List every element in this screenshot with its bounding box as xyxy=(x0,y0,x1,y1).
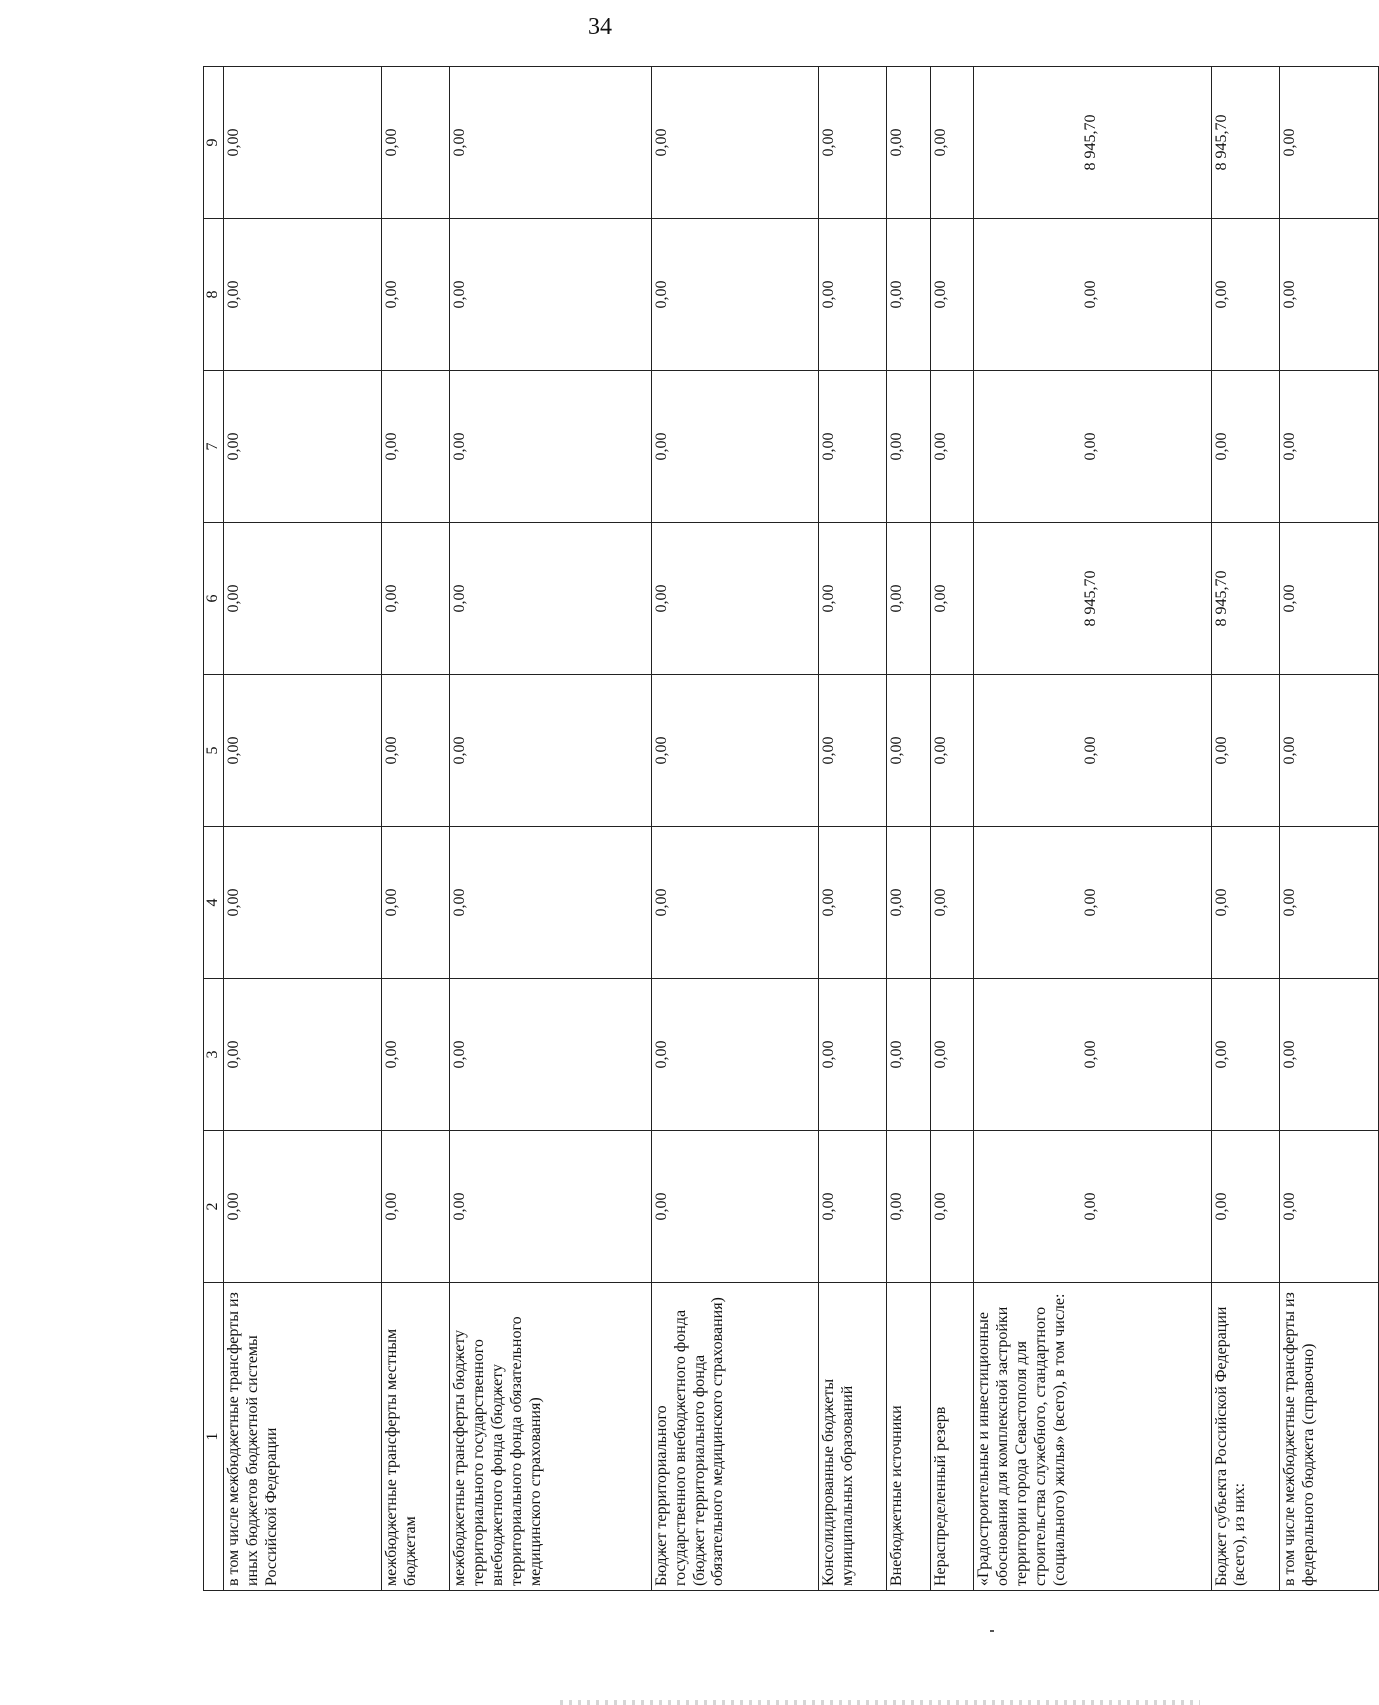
table-cell: 0,00 xyxy=(974,1131,1211,1283)
row-label: в том числе межбюджетные трансферты из федерального бюджета (справочно) xyxy=(1279,1283,1378,1591)
table-cell: 0,00 xyxy=(1211,1131,1279,1283)
table-cell: 0,00 xyxy=(819,827,887,979)
table-cell: 0,00 xyxy=(1211,371,1279,523)
table-cell: 0,00 xyxy=(450,67,652,219)
table-cell: 0,00 xyxy=(819,67,887,219)
table-cell: 0,00 xyxy=(223,67,381,219)
table-cell: 0,00 xyxy=(450,979,652,1131)
table-cell: 0,00 xyxy=(651,675,818,827)
column-header: 6 xyxy=(204,523,224,675)
table-cell: 0,00 xyxy=(1279,371,1378,523)
table-cell: 0,00 xyxy=(223,1131,381,1283)
table-cell: 0,00 xyxy=(819,1131,887,1283)
column-header: 5 xyxy=(204,675,224,827)
header-row xyxy=(204,67,224,1591)
table-cell: 0,00 xyxy=(974,979,1211,1131)
table-cell: 0,00 xyxy=(974,827,1211,979)
table-cell: 0,00 xyxy=(651,827,818,979)
table-cell: 0,00 xyxy=(450,827,652,979)
rotated-table-container xyxy=(203,66,1379,1591)
table-cell: 8 945,70 xyxy=(974,67,1211,219)
table-cell: 0,00 xyxy=(651,371,818,523)
table-cell: 0,00 xyxy=(974,675,1211,827)
table-cell: 0,00 xyxy=(819,219,887,371)
table-cell: 0,00 xyxy=(450,1131,652,1283)
table-cell: 0,00 xyxy=(887,675,930,827)
table-row xyxy=(1211,67,1279,1591)
table-cell: 0,00 xyxy=(382,219,450,371)
table-cell: 0,00 xyxy=(223,523,381,675)
table-cell: 0,00 xyxy=(887,827,930,979)
scan-speck xyxy=(990,1630,994,1632)
table-row xyxy=(887,67,930,1591)
table-cell: 0,00 xyxy=(382,675,450,827)
table-cell: 0,00 xyxy=(382,67,450,219)
table-row xyxy=(974,67,1211,1591)
row-label: в том числе межбюджетные трансферты из иных бюджетов бюджетной системы Российской Федерации xyxy=(223,1283,381,1591)
table-cell: 0,00 xyxy=(1211,219,1279,371)
table-cell: 0,00 xyxy=(930,67,973,219)
table-cell: 0,00 xyxy=(223,219,381,371)
table-cell: 0,00 xyxy=(450,523,652,675)
table-cell: 0,00 xyxy=(819,371,887,523)
row-label: межбюджетные трансферты местным бюджетам xyxy=(382,1283,450,1591)
table-cell: 8 945,70 xyxy=(1211,523,1279,675)
row-label: «Градостроительные и инвестиционные обоснования для комплексной застройки территории города Севастополя для строительства служебного, стандартного (социального) жилья» (всего), в том числе: xyxy=(974,1283,1211,1591)
column-header: 3 xyxy=(204,979,224,1131)
table-cell: 0,00 xyxy=(887,979,930,1131)
page-number: 34 xyxy=(588,14,612,40)
table-cell: 0,00 xyxy=(887,523,930,675)
table-cell: 0,00 xyxy=(651,67,818,219)
row-label: Нераспределенный резерв xyxy=(930,1283,973,1591)
table-cell: 0,00 xyxy=(1279,1131,1378,1283)
column-header: 7 xyxy=(204,371,224,523)
table-row xyxy=(930,67,973,1591)
table-cell: 0,00 xyxy=(930,827,973,979)
table-cell: 0,00 xyxy=(450,219,652,371)
column-header: 8 xyxy=(204,219,224,371)
table-cell: 0,00 xyxy=(382,827,450,979)
table-row xyxy=(450,67,652,1591)
table-cell: 0,00 xyxy=(887,219,930,371)
row-label: Бюджет субъекта Российской Федерации (всего), из них: xyxy=(1211,1283,1279,1591)
table-cell: 8 945,70 xyxy=(1211,67,1279,219)
table-cell: 0,00 xyxy=(930,219,973,371)
table-cell: 0,00 xyxy=(651,979,818,1131)
table-cell: 0,00 xyxy=(1211,979,1279,1131)
table-cell: 0,00 xyxy=(223,979,381,1131)
table-cell: 0,00 xyxy=(450,371,652,523)
table-cell: 0,00 xyxy=(1279,219,1378,371)
table-cell: 0,00 xyxy=(930,675,973,827)
table-cell: 0,00 xyxy=(1279,827,1378,979)
table-cell: 0,00 xyxy=(930,371,973,523)
table-cell: 0,00 xyxy=(1279,67,1378,219)
table-cell: 0,00 xyxy=(651,1131,818,1283)
table-cell: 0,00 xyxy=(382,979,450,1131)
table-cell: 8 945,70 xyxy=(974,523,1211,675)
table-cell: 0,00 xyxy=(930,1131,973,1283)
table-cell: 0,00 xyxy=(382,523,450,675)
table-cell: 0,00 xyxy=(1279,523,1378,675)
row-label: Внебюджетные источники xyxy=(887,1283,930,1591)
table-cell: 0,00 xyxy=(1279,979,1378,1131)
table-cell: 0,00 xyxy=(930,979,973,1131)
table-cell: 0,00 xyxy=(887,371,930,523)
row-label: Консолидированные бюджеты муниципальных образований xyxy=(819,1283,887,1591)
row-label: межбюджетные трансферты бюджету территориального государственного внебюджетного фонда (бюджету территориального фонда обязательного медицинского страхования) xyxy=(450,1283,652,1591)
table-row xyxy=(651,67,818,1591)
table-cell: 0,00 xyxy=(223,371,381,523)
table-row xyxy=(382,67,450,1591)
table-cell: 0,00 xyxy=(1279,675,1378,827)
column-header: 2 xyxy=(204,1131,224,1283)
row-label: Бюджет территориального государственного внебюджетного фонда (бюджет территориального фонда обязательного медицинского страхования) xyxy=(651,1283,818,1591)
table-cell: 0,00 xyxy=(887,1131,930,1283)
scan-bleed-through xyxy=(560,1700,1200,1705)
table-cell: 0,00 xyxy=(382,371,450,523)
column-header: 1 xyxy=(204,1283,224,1591)
table-cell: 0,00 xyxy=(1211,827,1279,979)
table-cell: 0,00 xyxy=(819,523,887,675)
column-header: 9 xyxy=(204,67,224,219)
table-row xyxy=(819,67,887,1591)
table-row xyxy=(223,67,381,1591)
table-cell: 0,00 xyxy=(223,827,381,979)
table-cell: 0,00 xyxy=(450,675,652,827)
table-cell: 0,00 xyxy=(382,1131,450,1283)
table-cell: 0,00 xyxy=(819,675,887,827)
table-cell: 0,00 xyxy=(819,979,887,1131)
table-cell: 0,00 xyxy=(974,371,1211,523)
table-cell: 0,00 xyxy=(930,523,973,675)
table-cell: 0,00 xyxy=(651,523,818,675)
table-row xyxy=(1279,67,1378,1591)
table-cell: 0,00 xyxy=(651,219,818,371)
table-cell: 0,00 xyxy=(974,219,1211,371)
table-cell: 0,00 xyxy=(223,675,381,827)
table-cell: 0,00 xyxy=(1211,675,1279,827)
table-cell: 0,00 xyxy=(887,67,930,219)
column-header: 4 xyxy=(204,827,224,979)
budget-table xyxy=(203,66,1379,1591)
